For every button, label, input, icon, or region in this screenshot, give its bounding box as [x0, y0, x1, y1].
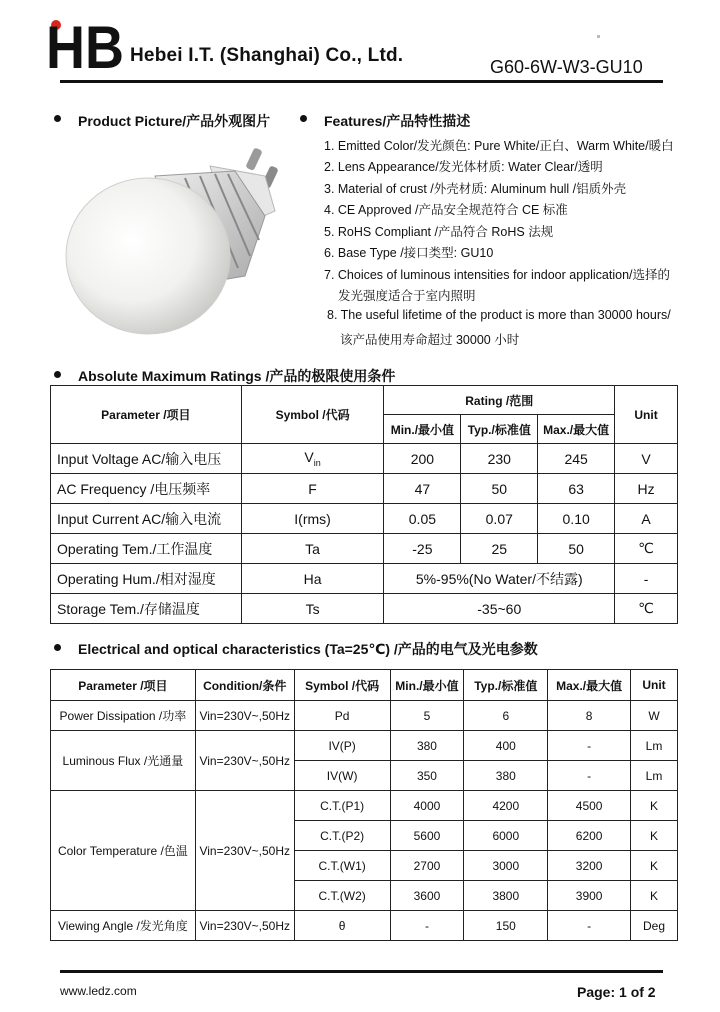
header-symbol: Symbol /代码 [294, 670, 390, 701]
table-row [51, 504, 678, 534]
table-row [51, 444, 678, 474]
cell-unit: A [615, 504, 678, 534]
cell-symbol: θ [294, 911, 390, 941]
bullet-icon [300, 115, 307, 122]
header-typ: Typ./标准值 [464, 670, 548, 701]
header-typ: Typ./标准值 [461, 415, 538, 444]
cell-max: 6200 [548, 821, 631, 851]
cell-typ: 400 [464, 731, 548, 761]
cell-parameter: Storage Tem./存储温度 [51, 594, 242, 624]
cell-typ: 380 [464, 761, 548, 791]
cell-parameter: Color Temperature /色温 [51, 791, 196, 911]
cell-parameter: Power Dissipation /功率 [51, 701, 196, 731]
cell-typ: 6000 [464, 821, 548, 851]
header-max: Max./最大值 [538, 415, 615, 444]
speck [597, 35, 600, 38]
feature-item: 5. RoHS Compliant /产品符合 RoHS 法规 [324, 225, 554, 239]
logo-text: HB [46, 18, 124, 70]
table-row [51, 474, 678, 504]
cell-symbol: Ts [241, 594, 384, 624]
cell-typ: 6 [464, 701, 548, 731]
page-number: Page: 1 of 2 [577, 984, 656, 1000]
feature-item: 1. Emitted Color/发光颜色: Pure White/正白、Warm White/暖白 [324, 139, 674, 153]
header-min: Min./最小值 [390, 670, 464, 701]
cell-min: 380 [390, 731, 464, 761]
cell-symbol: F [241, 474, 384, 504]
cell-max: 0.10 [538, 504, 615, 534]
feature-item: 8. The useful lifetime of the product is more than 30000 hours/ [327, 308, 671, 322]
table-row [51, 731, 678, 761]
table-row [51, 911, 678, 941]
cell-parameter: Operating Tem./工作温度 [51, 534, 242, 564]
cell-range: 5%-95%(No Water/不结露) [384, 564, 615, 594]
feature-item-continued: 该产品使用寿命超过 30000 小时 [340, 333, 520, 347]
header-max: Max./最大值 [548, 670, 631, 701]
header-unit: Unit [615, 386, 678, 444]
cell-unit: - [615, 564, 678, 594]
cell-unit: Deg [631, 911, 678, 941]
feature-item: 7. Choices of luminous intensities for indoor application/选择的 [324, 268, 671, 282]
feature-item: 2. Lens Appearance/发光体材质: Water Clear/透明 [324, 160, 603, 174]
cell-min: - [390, 911, 464, 941]
cell-parameter: Input Current AC/输入电流 [51, 504, 242, 534]
cell-unit: ℃ [615, 594, 678, 624]
cell-symbol: IV(W) [294, 761, 390, 791]
cell-min: 5600 [390, 821, 464, 851]
company-logo [46, 18, 126, 70]
cell-condition: Vin=230V~,50Hz [195, 911, 294, 941]
cell-max: - [548, 731, 631, 761]
website-link[interactable]: www.ledz.com [60, 984, 137, 998]
table-row [51, 534, 678, 564]
footer-rule [60, 970, 663, 973]
header-rule [60, 80, 663, 83]
cell-min: 0.05 [384, 504, 461, 534]
cell-typ: 4200 [464, 791, 548, 821]
section-title-product-picture: Product Picture/产品外观图片 [78, 113, 271, 129]
header-parameter: Parameter /项目 [51, 670, 196, 701]
cell-min: 47 [384, 474, 461, 504]
cell-typ: 230 [461, 444, 538, 474]
cell-symbol: C.T.(P1) [294, 791, 390, 821]
cell-symbol: C.T.(W2) [294, 881, 390, 911]
section-title-features: Features/产品特性描述 [324, 113, 471, 129]
cell-unit: K [631, 851, 678, 881]
header-rating: Rating /范围 [384, 386, 615, 415]
cell-parameter: Luminous Flux /光通量 [51, 731, 196, 791]
table-row [51, 701, 678, 731]
cell-min: 5 [390, 701, 464, 731]
cell-min: 200 [384, 444, 461, 474]
cell-max: 245 [538, 444, 615, 474]
cell-condition: Vin=230V~,50Hz [195, 791, 294, 911]
header-condition: Condition/条件 [195, 670, 294, 701]
header-symbol: Symbol /代码 [241, 386, 384, 444]
part-number: G60-6W-W3-GU10 [490, 57, 643, 77]
cell-symbol: Ta [241, 534, 384, 564]
cell-unit: W [631, 701, 678, 731]
feature-item: 3. Material of crust /外壳材质: Aluminum hull /铝质外壳 [324, 182, 627, 196]
electrical-table [50, 669, 678, 941]
cell-max: 50 [538, 534, 615, 564]
cell-min: 2700 [390, 851, 464, 881]
cell-typ: 3000 [464, 851, 548, 881]
cell-unit: Lm [631, 761, 678, 791]
cell-max: - [548, 761, 631, 791]
product-bulb-image [60, 136, 290, 346]
cell-typ: 150 [464, 911, 548, 941]
header-min: Min./最小值 [384, 415, 461, 444]
cell-unit: Lm [631, 731, 678, 761]
company-name: Hebei I.T. (Shanghai) Co., Ltd. [130, 45, 404, 66]
cell-max: 63 [538, 474, 615, 504]
bullet-icon [54, 371, 61, 378]
header-unit: Unit [631, 670, 678, 701]
cell-unit: K [631, 881, 678, 911]
feature-item: 4. CE Approved /产品安全规范符合 CE 标准 [324, 203, 568, 217]
cell-parameter: Input Voltage AC/输入电压 [51, 444, 242, 474]
cell-typ: 0.07 [461, 504, 538, 534]
ratings-table [50, 385, 678, 624]
cell-unit: V [615, 444, 678, 474]
cell-max: 8 [548, 701, 631, 731]
cell-typ: 3800 [464, 881, 548, 911]
cell-typ: 25 [461, 534, 538, 564]
symbol-subscript: in [313, 457, 321, 468]
section-title-electrical: Electrical and optical characteristics (Ta=25℃) /产品的电气及光电参数 [78, 641, 538, 657]
cell-unit: K [631, 791, 678, 821]
cell-condition: Vin=230V~,50Hz [195, 701, 294, 731]
cell-min: -25 [384, 534, 461, 564]
cell-symbol: I(rms) [241, 504, 384, 534]
bullet-icon [54, 644, 61, 651]
cell-symbol [241, 444, 384, 474]
section-title-ratings: Absolute Maximum Ratings /产品的极限使用条件 [78, 368, 396, 384]
cell-min: 4000 [390, 791, 464, 821]
symbol-main: V [304, 449, 314, 466]
cell-typ: 50 [461, 474, 538, 504]
cell-max: 3900 [548, 881, 631, 911]
cell-symbol: Pd [294, 701, 390, 731]
cell-min: 350 [390, 761, 464, 791]
cell-min: 3600 [390, 881, 464, 911]
header-parameter: Parameter /项目 [51, 386, 242, 444]
feature-item: 6. Base Type /接口类型: GU10 [324, 246, 494, 260]
cell-symbol: Ha [241, 564, 384, 594]
cell-symbol: IV(P) [294, 731, 390, 761]
cell-parameter: Viewing Angle /发光角度 [51, 911, 196, 941]
cell-condition: Vin=230V~,50Hz [195, 731, 294, 791]
feature-item-continued: 发光强度适合于室内照明 [338, 289, 476, 303]
table-row [51, 564, 678, 594]
cell-unit: Hz [615, 474, 678, 504]
cell-max: - [548, 911, 631, 941]
cell-symbol: C.T.(W1) [294, 851, 390, 881]
cell-symbol: C.T.(P2) [294, 821, 390, 851]
cell-max: 4500 [548, 791, 631, 821]
cell-range: -35~60 [384, 594, 615, 624]
table-row [51, 594, 678, 624]
cell-unit: K [631, 821, 678, 851]
bullet-icon [54, 115, 61, 122]
cell-unit: ℃ [615, 534, 678, 564]
cell-max: 3200 [548, 851, 631, 881]
table-row [51, 791, 678, 821]
cell-parameter: Operating Hum./相对湿度 [51, 564, 242, 594]
cell-parameter: AC Frequency /电压频率 [51, 474, 242, 504]
